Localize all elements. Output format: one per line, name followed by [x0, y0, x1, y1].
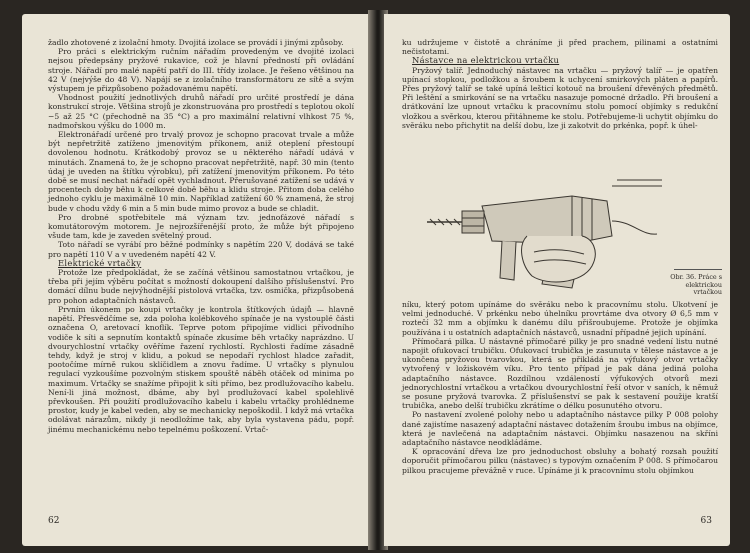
- paragraph: Vhodnost použití jednotlivých druhů nářadí pro určité prostředí je dána konstrukcí stroje. Většina strojů je zkonstruována pro prostředí s teplotou okolí −5 až 25 °C (přechodně na 35 °C) a pro maximální relativní vlhkost 75 %, nadmořskou výšku do 1000 m.: [48, 93, 354, 130]
- right-page: [384, 14, 730, 546]
- paragraph: níku, který potom upínáme do svěráku nebo k pracovnímu stolu. Ukotvení je velmi jednoduché. V prkénku nebo úhelníku provrtáme dva otvory Ø 6,5 mm v roztečí 32 mm a objímku k danému dílu přišroubujeme. Protože je objímka používána i u ostatních adaptačních nástavců, usnadní případné jejich upínání.: [402, 300, 718, 337]
- paragraph: Pro práci s elektrickým ručním nářadím provedeným ve dvojité izolaci nejsou předepsány pryžové rukavice, což je hlavní předností při ovládání stroje. Nářadí pro malé napětí patří do III. třídy izolace. Je řešeno většinou na 42 V (nejvýše do 48 V). Napájí se z izolačního transformátoru ze sítě a svým výstupem je přizpůsobeno požadovanému napětí.: [48, 47, 354, 94]
- page-number: 62: [48, 516, 60, 526]
- page-number: 63: [700, 516, 712, 526]
- paragraph: žadlo zhotovené z izolační hmoty. Dvojitá izolace se provádí i jinými způsoby.: [48, 38, 344, 47]
- right-page-bottom-body: [402, 300, 718, 475]
- paragraph: ku udržujeme v čistotě a chráníme ji před prachem, pilinami a ostatními nečistotami.: [402, 38, 718, 57]
- paragraph: Prvním úkonem po koupi vrtačky je kontrola štítkových údajů — hlavně napětí. Přesvědčíme se, zda poloha kolébkového spínače je na vystouplé části označena O, aretovací knoflík. Teprve potom připojíme vidlici přívodního vodiče k síti a sepnutím kontaktů spínače zkusíme běh vrtačky naprázdno. U dvourychlostní vrtačky ověříme řazení rychlostí. Rychlosti řadíme zásadně tehdy, když je stroj v klidu, a pokud se nepodaří rychlost hladce zařadit, pootočíme mírně rukou sklíčidlem a znovu řadíme. U vrtačky s plynulou regulací vyzkoušíme pozvolným stiskem spouště náběh otáček od minima po maximum. Vrtačky se snažíme připojit k síti přímo, bez prodlužovacího kabelu. Není-li jiná možnost, dbáme, aby byl prodlužovací kabel spolehlivě převkoušen. Při použití prodlužovacího kabelu i kabelu vrtačky prohlédneme prostor, kudy je kabel veden, aby se mechanicky nepoškodil. I když má vrtačka odolávat nárazům, nikdy ji neodložíme tak, aby byla vystavena pádu, popř. jinému mechanickému nebo tepelnému poškození. Vrtač-: [48, 304, 354, 434]
- section-heading: Elektrické vrtačky: [58, 257, 142, 268]
- paragraph: Pryžový talíř. Jednoduchý nástavec na vrtačku — pryžový talíř — je opatřen upínací stopkou, podložkou a šroubem k uchycení smirkových pláten a papírů. Přes pryžový talíř se také upíná lešticí kotouč na broušení dřevěných předmětů. Při leštění a smirkování se na vrtačku nasazuje pomocné držadlo. Při broušení a drátkování lze upnout vrtačku k pracovnímu stolu pomocí objímky s redukční vložkou a svěrkou, kterou přitáhneme ke stolu. Potřebujeme-li uchytit objímku do svěráku nebo přichytit na delší dobu, lze ji zakotvit do prkénka, popř. k úhel-: [402, 65, 718, 130]
- paragraph: Po nastavení zvolené polohy nebo u adaptačního nástavce pilky P 008 polohy dané zajistíme nasazený adaptační nástavec dotažením šroubu imbus na objímce, která je navlečená na adaptačním nástavci. Objímku nasazenou na skříni adaptačního nástavce neodkládáme.: [402, 410, 718, 448]
- paragraph: Toto nářadí se vyrábí pro běžné podmínky s napětím 220 V, dodává se také pro napětí 110 V a v uvedeném napětí 42 V.: [48, 240, 354, 259]
- paragraph: Elektronářadí určené pro trvalý provoz je schopno pracovat trvale a může být nepřetržitě zatíženo jmenovitým příkonem, aniž oteplení přestoupí dovolenou hodnotu. Krátkodobý provoz se u některého nářadí udává v minutách. Znamená to, že je schopno pracovat nepřetržitě, např. 30 min (tento údaj je uveden na štítku výrobku), při zatížení jmenovitým příkonem. Po této době se musí nechat nářadí opět vychladnout. Přerušované zatížení se udává v procentech doby běhu k celkové době běhu a klidu stroje. Přitom doba celého jednoho cyklu je maximálně 10 min. Například zatížení 60 % znamená, že stroj bude v chodu vždy 6 min a 5 min bude mimo provoz a bude se chladit.: [48, 130, 354, 213]
- paragraph: Pro drobné spotřebitele má význam tzv. jednofázové nářadí s komutátorovým motorem. Je nejrozšířenější proto, že může být připojeno všude tam, kde je zaveden světelný proud.: [48, 212, 354, 241]
- figure-caption: Obr. 36. Práce s elektrickou vrtačkou: [670, 273, 722, 297]
- drill-illustration: [422, 166, 662, 291]
- right-page-top-body: [402, 38, 718, 130]
- paragraph: K opracování dřeva lze pro jednoduchost obsluhy a bohatý rozsah použití doporučit přímočarou pilku (nástavec) s typovým označením P 008. S přímočarou pilkou pracujeme převážně v ruce. Upínáme ji k pracovnímu stolu objímkou: [402, 447, 718, 475]
- figure-caption-rule: [674, 269, 722, 270]
- left-page-body: [48, 38, 354, 434]
- left-page: [22, 14, 372, 546]
- paragraph: Protože lze předpokládat, že se začíná většinou samostatnou vrtačkou, je třeba při jejím výběru počítat s možností dokoupení dalšího příslušenství. Pro domácí dílnu bude nejvýhodnější pistolová vrtačka, tzv. osmička, přizpůsobená pro pohon adaptačních nástavců.: [48, 268, 354, 305]
- section-heading: Nástavce na elektrickou vrtačku: [412, 55, 560, 66]
- paragraph: Přímočará pilka. U nástavné přímočaré pilky je pro snadné vedení listu nutné napojit ofukovací trubičku. Ofukovací trubička je zasunuta v tělese nástavce a je ukončena pryžovou tvarovkou, která se přikládá na výfukový otvor vrtačky vytvořený v ložiskovém víku. Pro tento případ je pak dána jediná poloha adaptačního nástavce. Rozdílnou vzdáleností výfukových otvorů mezi jednorychlostní vrtačkou a vrtačkou dvourychlostní řeší otvor v saních, k němuž se posune pryžová tvarovka. Z příslušenství se pak k sestavení použije kratší trubička, anebo delší trubičku zkrátíme o délku posunutého otvoru.: [402, 336, 718, 411]
